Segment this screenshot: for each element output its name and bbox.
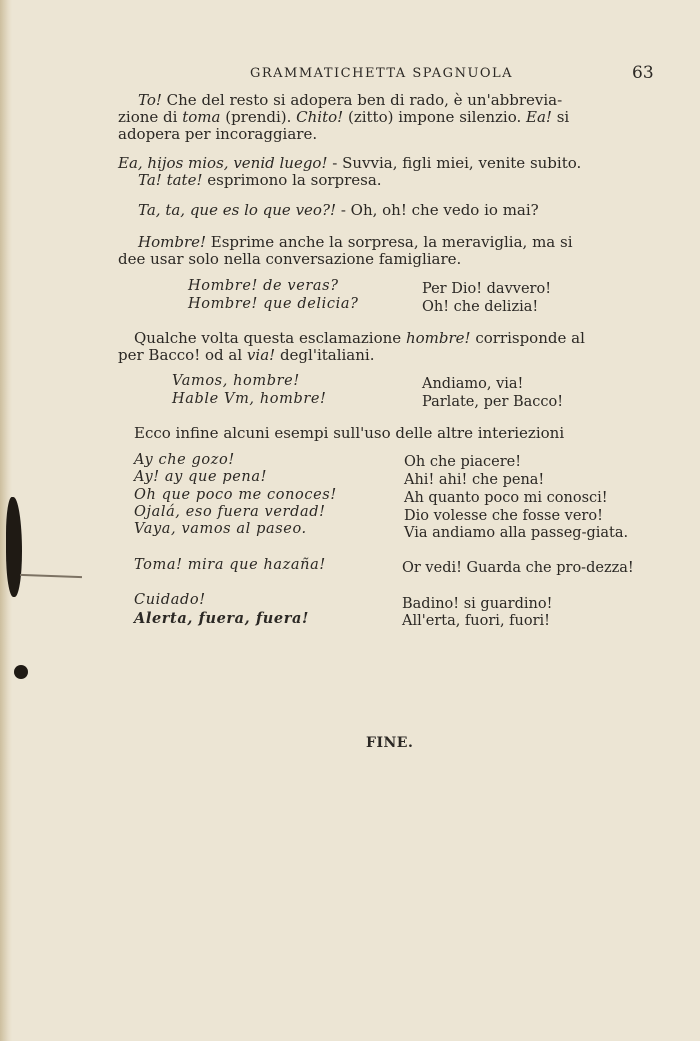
example-it: Dio volesse che fosse vero! [404, 508, 603, 524]
example-es: Vamos, hombre! [172, 373, 300, 389]
example-es: Ay! ay que pena! [134, 469, 268, 485]
end-mark: FINE. [366, 735, 414, 751]
paragraph-to-chito-ea: To! Che del resto si adopera ben di rado, è un'abbrevia- zione di toma (prendi). Chito! (zitto) impone silenzio. Ea! si adopera per incoraggiare. [118, 91, 570, 143]
example-es: Ay che gozo! [134, 452, 235, 468]
example-it: Parlate, per Bacco! [422, 394, 564, 410]
running-header: GRAMMATICHETTA SPAGNUOLA [250, 66, 514, 81]
example-it: Per Dio! davvero! [422, 281, 552, 297]
page-number: 63 [632, 63, 654, 83]
example-it: Oh! che delizia! [422, 299, 539, 315]
example-es: Hombre! que delicia? [188, 296, 359, 312]
ink-stain [14, 665, 28, 679]
example-it: Andiamo, via! [422, 376, 524, 392]
example-it: Or vedi! Guarda che pro-dezza! [402, 560, 634, 576]
example-es: Cuidado! [134, 592, 206, 608]
example-it: Oh che piacere! [404, 454, 522, 470]
paragraph-ecco-infine: Ecco infine alcuni esempi sull'uso delle altre interiezioni [134, 424, 565, 442]
example-es: Hable Vm, hombre! [172, 391, 327, 407]
page-crack [20, 574, 82, 578]
example-es: Oh que poco me conoces! [134, 487, 337, 503]
example-es: Hombre! de veras? [188, 278, 339, 294]
paragraph-qualche-volta: Qualche volta questa esclamazione hombre! corrisponde al per Bacco! od al via! degl'italiani. [118, 329, 585, 364]
example-it: Ahi! ahi! che pena! [404, 472, 545, 488]
example-es: Ojalá, eso fuera verdad! [134, 504, 326, 520]
example-it: All'erta, fuori, fuori! [402, 613, 550, 629]
example-es: Toma! mira que hazaña! [134, 557, 326, 573]
torn-page-damage [6, 497, 22, 597]
example-it: Ah quanto poco mi conosci! [404, 490, 608, 506]
paragraph-hombre: Hombre! Esprime anche la sorpresa, la meraviglia, ma si dee usar solo nella conversazione famigliare. [118, 233, 573, 268]
paragraph-ta-ta: Ta, ta, que es lo que veo?! - Oh, oh! che vedo io mai? [138, 201, 539, 219]
paragraph-ea-hijos: Ea, hijos mios, venid luego! - Suvvia, figli miei, venite subito. Ta! tate! esprimono la sorpresa. [118, 154, 582, 189]
example-it: Badino! si guardino! [402, 596, 553, 612]
example-es: Alerta, fuera, fuera! [134, 610, 309, 627]
example-it: Via andiamo alla passeg-giata. [404, 525, 629, 541]
example-es: Vaya, vamos al paseo. [134, 521, 307, 537]
